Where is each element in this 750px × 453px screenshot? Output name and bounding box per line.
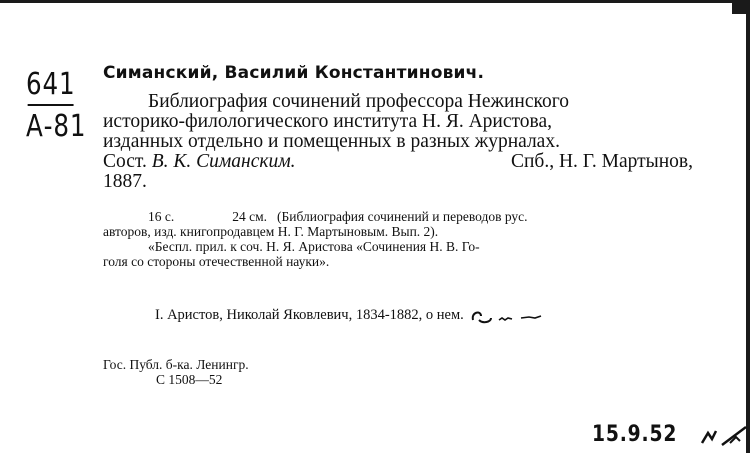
- compiler-prefix: Сост.: [103, 151, 147, 172]
- subject-tracing: [155, 307, 491, 324]
- series-line-1: (Библиография сочинений и переводов рус.: [277, 209, 528, 224]
- call-number-line2: А-81: [26, 109, 87, 144]
- library-block: [103, 357, 249, 387]
- card-corner-mark: [732, 0, 750, 14]
- tracing-text: I. Аристов, Николай Яковлевич, 1834-1882, о нем.: [155, 307, 464, 323]
- publication-year: 1887.: [103, 171, 147, 192]
- card-edge-right: [746, 0, 750, 453]
- title-line-4: [103, 152, 693, 172]
- call-number-divider: [28, 104, 74, 106]
- author-heading: Симанский, Василий Константинович.: [103, 63, 485, 83]
- physical-description: [103, 209, 693, 269]
- pages: 16 с.: [148, 209, 175, 224]
- handwritten-scribble-icon: [469, 308, 491, 324]
- title-line-3: изданных отдельно и помещенных в разных журналах.: [103, 131, 560, 152]
- compiler-name: В. К. Симанским.: [151, 151, 296, 172]
- call-number-line1: 641: [26, 67, 76, 102]
- publisher: Спб., Н. Г. Мартынов,: [510, 151, 693, 172]
- size: 24 см.: [232, 209, 268, 224]
- library-code: С 1508—52: [156, 372, 223, 387]
- card-edge-top: [0, 0, 750, 3]
- library-name: Гос. Публ. б-ка. Ленингр.: [103, 357, 249, 372]
- call-number: [26, 67, 87, 144]
- note-line-1: «Беспл. прил. к соч. Н. Я. Аристова «Сочинения Н. В. Го-: [148, 239, 480, 254]
- note-line-2: голя со стороны отечественной науки».: [103, 254, 330, 269]
- handwritten-mark-icon: [700, 423, 748, 447]
- series-line-2: авторов, изд. книгопродавцем Н. Г. Мартыновым. Вып. 2).: [103, 224, 439, 239]
- date-stamp: 15.9.52: [592, 422, 678, 447]
- title-block: [103, 92, 693, 192]
- title-line-2: историко-филологического института Н. Я. Аристова,: [103, 111, 552, 132]
- title-line-1: Библиография сочинений профессора Нежинского: [148, 91, 570, 112]
- collation-line: [103, 209, 693, 224]
